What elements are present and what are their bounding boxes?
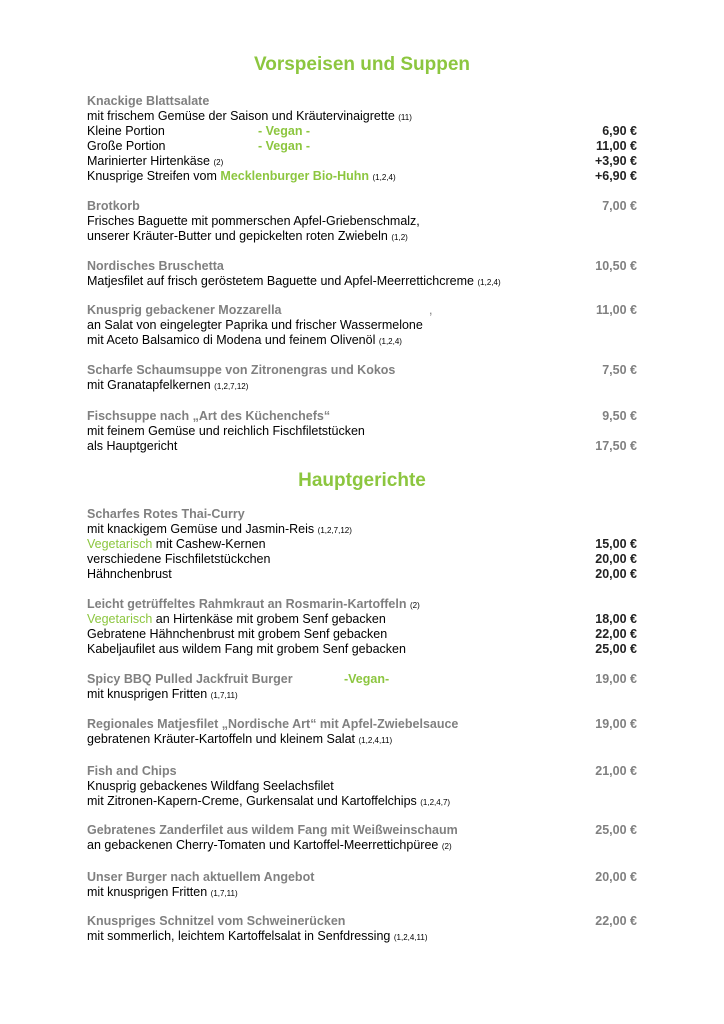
item-desc: mit frischem Gemüse der Saison und Kräutervinaigrette [87, 109, 395, 123]
option-label: Kabeljaufilet aus wildem Fang mit grobem Senf gebacken [87, 642, 406, 656]
item-price: 11,00 € [595, 139, 637, 153]
item-name: Brotkorb [87, 199, 140, 213]
option-label: Hähnchenbrust [87, 567, 172, 581]
allergen-ref: (1,2,4) [477, 278, 501, 287]
item-desc: mit Zitronen-Kapern-Creme, Gurkensalat und Kartoffelchips [87, 794, 417, 808]
item-name: Spicy BBQ Pulled Jackfruit Burger [87, 672, 293, 686]
item-price: 25,00 € [595, 823, 637, 837]
item-price: 19,00 € [595, 717, 637, 731]
allergen-ref: (1,2,4,11) [393, 933, 428, 942]
allergen-ref: (1,2,4,11) [358, 736, 393, 745]
item-name: Knusprig gebackener Mozzarella [87, 303, 282, 317]
item-price: 11,00 € [595, 303, 637, 317]
item-desc: mit knackigem Gemüse und Jasmin-Reis [87, 522, 315, 536]
vegan-tag: - Vegan - [258, 124, 311, 138]
option-label: mit Cashew-Kernen [152, 537, 266, 551]
item-desc: mit feinem Gemüse und reichlich Fischfiletstücken [87, 424, 365, 438]
item-price: +6,90 € [594, 169, 637, 183]
item-price: 15,00 € [595, 537, 637, 551]
allergen-ref: (1,2) [391, 233, 408, 242]
addon-label: Knusprige Streifen vom [87, 169, 221, 183]
allergen-ref: (2) [441, 842, 452, 851]
highlight-text: Mecklenburger Bio-Huhn [220, 169, 370, 183]
item-desc: mit Granatapfelkernen [87, 378, 211, 392]
menu-item-zander [87, 823, 637, 853]
item-name: Leicht getrüffeltes Rahmkraut an Rosmarin-Kartoffeln [87, 597, 407, 611]
item-name: Regionales Matjesfilet „Nordische Art“ mit Apfel-Zwiebelsauce [87, 717, 459, 731]
menu-item-matjes [87, 717, 637, 747]
item-price: 22,00 € [595, 627, 637, 641]
item-desc: gebratenen Kräuter-Kartoffeln und kleinem Salat [87, 732, 355, 746]
section-title-starters: Vorspeisen und Suppen [253, 54, 471, 75]
item-price: 21,00 € [595, 764, 637, 778]
vegan-tag: - Vegan - [258, 139, 311, 153]
portion-label: Große Portion [87, 139, 166, 153]
menu-item-fishchips [87, 764, 637, 809]
item-price: +3,90 € [594, 154, 637, 168]
allergen-ref: (1,7,11) [210, 889, 238, 898]
allergen-ref: (1,2,7,12) [317, 526, 352, 535]
menu-item-curry [87, 507, 637, 582]
item-desc: unserer Kräuter-Butter und gepickelten roten Zwiebeln [87, 229, 388, 243]
menu-item-mozzarella [87, 303, 637, 348]
item-name: Unser Burger nach aktuellem Angebot [87, 870, 315, 884]
item-desc: mit knusprigen Fritten [87, 687, 208, 701]
vegetarian-label: Vegetarisch [87, 612, 153, 626]
allergen-ref: (1,7,11) [210, 691, 238, 700]
menu-item-schnitzel [87, 914, 637, 944]
item-price: 20,00 € [595, 552, 637, 566]
item-price: 7,00 € [602, 199, 637, 213]
item-price: 10,50 € [595, 259, 637, 273]
menu-item-bruschetta [87, 259, 637, 289]
menu-item-bread [87, 199, 637, 244]
menu-item-burger [87, 870, 637, 900]
allergen-ref: (1,2,4) [372, 173, 396, 182]
allergen-ref: (2) [213, 158, 224, 167]
allergen-ref: (1,2,4) [378, 337, 402, 346]
portion-label: Kleine Portion [87, 124, 165, 138]
item-desc: Knusprig gebackenes Wildfang Seelachsfilet [87, 779, 334, 793]
item-price: 18,00 € [595, 612, 637, 626]
option-label: verschiedene Fischfiletstückchen [87, 552, 271, 566]
menu-item-kraut [87, 597, 637, 657]
addon-label: Marinierter Hirtenkäse [87, 154, 210, 168]
item-name: Knuspriges Schnitzel vom Schweinerücken [87, 914, 346, 928]
item-price: 22,00 € [595, 914, 637, 928]
item-name: Fish and Chips [87, 764, 177, 778]
item-desc: Frisches Baguette mit pommerschen Apfel-Griebenschmalz, [87, 214, 420, 228]
item-name: Scharfe Schaumsuppe von Zitronengras und Kokos [87, 363, 396, 377]
item-price: 19,00 € [595, 672, 637, 686]
menu-item-salad [87, 94, 637, 184]
item-price: 17,50 € [595, 439, 637, 453]
allergen-ref: (1,2,4,7) [420, 798, 451, 807]
item-name: Knackige Blattsalate [87, 94, 210, 108]
item-desc: Matjesfilet auf frisch geröstetem Baguette und Apfel-Meerrettichcreme [87, 274, 474, 288]
option-label: an Hirtenkäse mit grobem Senf gebacken [152, 612, 386, 626]
item-price: 7,50 € [602, 363, 637, 377]
item-desc: an Salat von eingelegter Paprika und frischer Wassermelone [87, 318, 423, 332]
vegetarian-label: Vegetarisch [87, 537, 153, 551]
allergen-ref: (1,2,7,12) [214, 382, 249, 391]
item-desc: mit sommerlich, leichtem Kartoffelsalat in Senfdressing [87, 929, 391, 943]
item-price: 20,00 € [595, 567, 637, 581]
option-label: Gebratene Hähnchenbrust mit grobem Senf gebacken [87, 627, 388, 641]
item-price: 20,00 € [595, 870, 637, 884]
item-desc: mit knusprigen Fritten [87, 885, 208, 899]
stray-mark: , [429, 303, 433, 317]
vegan-tag: -Vegan- [344, 672, 390, 686]
item-name: Nordisches Bruschetta [87, 259, 224, 273]
item-desc: an gebackenen Cherry-Tomaten und Kartoffel-Meerrettichpüree [87, 838, 439, 852]
allergen-ref: (11) [398, 113, 412, 122]
menu-item-jackfruit [87, 672, 637, 702]
item-price: 9,50 € [602, 409, 637, 423]
menu-item-soup [87, 363, 637, 393]
item-price: 25,00 € [595, 642, 637, 656]
item-price: 6,90 € [602, 124, 637, 138]
allergen-ref: (2) [409, 601, 420, 610]
item-desc: als Hauptgericht [87, 439, 178, 453]
item-name: Fischsuppe nach „Art des Küchenchefs“ [87, 409, 331, 423]
item-name: Gebratenes Zanderfilet aus wildem Fang mit Weißweinschaum [87, 823, 458, 837]
item-name: Scharfes Rotes Thai-Curry [87, 507, 245, 521]
menu-item-fishsoup [87, 409, 637, 454]
section-title-mains: Hauptgerichte [298, 470, 426, 491]
item-desc: mit Aceto Balsamico di Modena und feinem Olivenöl [87, 333, 376, 347]
